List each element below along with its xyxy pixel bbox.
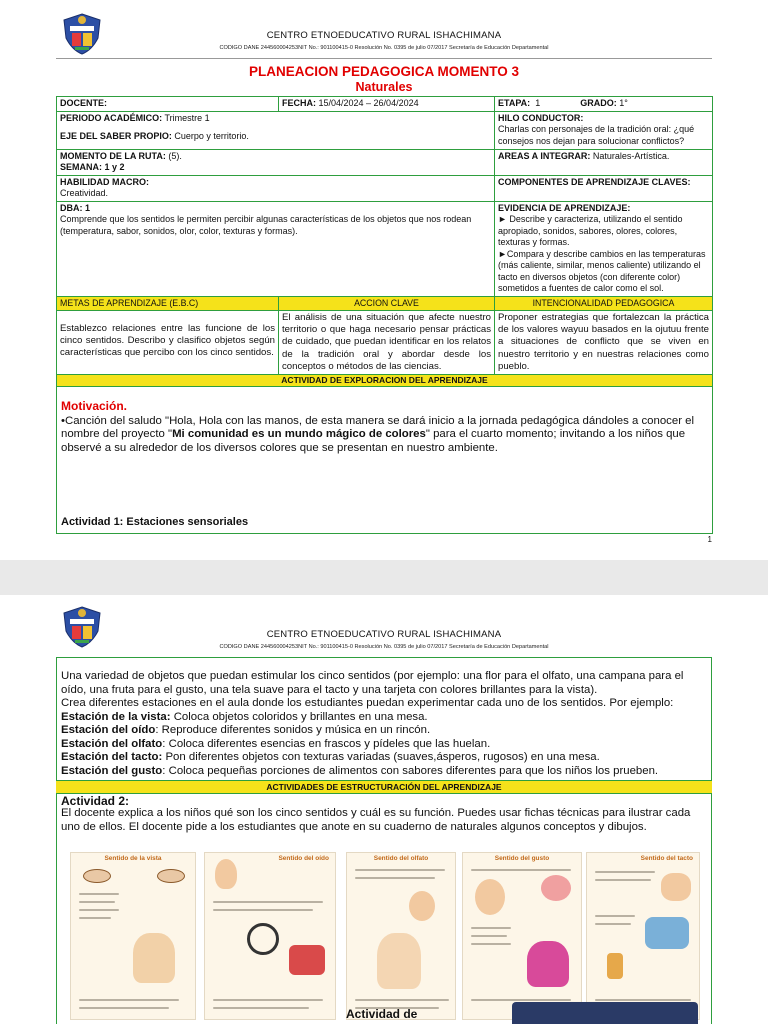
table-row	[57, 111, 713, 149]
sense-card-vista	[70, 852, 196, 1020]
tongue-icon	[541, 875, 571, 901]
intencionalidad-value: Proponer estrategias que fortalezcan la práctica de los valores wayuu basados en la ojutuu frente a situaciones de conflicto que se viven en nuestro territorio y en nuestras relaciones como pueblo.	[495, 310, 713, 374]
ear-icon	[215, 859, 237, 889]
table-row	[57, 149, 713, 175]
station-item	[61, 711, 709, 725]
grado-label: GRADO:	[580, 98, 617, 108]
accion-header: ACCION CLAVE	[279, 297, 494, 310]
fecha-value: 15/04/2024 – 26/04/2024	[316, 98, 419, 108]
eje-label: EJE DEL SABER PROPIO:	[60, 131, 172, 142]
exploracion-header: ACTIVIDAD DE EXPLORACION DEL APRENDIZAJE	[57, 375, 713, 387]
station-label: Estación del olfato	[61, 737, 163, 750]
page-gap	[0, 560, 768, 595]
hilo-label: HILO CONDUCTOR:	[498, 112, 584, 123]
docente-label: DOCENTE:	[60, 98, 107, 108]
actividad-1-title: Actividad 1: Estaciones sensoriales	[61, 516, 249, 529]
station-item	[61, 738, 709, 752]
station-label: Estación del tacto:	[61, 751, 163, 764]
institution-codes: CODIGO DANE 244560004253NIT No.: 901100415-0 Resolución No. 0395 de julio 07/2017 Secretaría de Educación Departamental	[219, 644, 549, 650]
hand-icon	[661, 873, 691, 901]
institution-name: CENTRO ETNOEDUCATIVO RURAL ISHACHIMANA	[266, 629, 502, 640]
station-text: Coloca objetos coloridos y brillantes en una mesa.	[170, 710, 428, 723]
motivacion-label: Motivación.	[61, 399, 128, 414]
station-text: : Coloca pequeñas porciones de alimentos con sabores diferentes para que los niños los prueben.	[162, 764, 659, 777]
areas-label: AREAS A INTEGRAR:	[498, 150, 591, 161]
actividad-3-title: Actividad de	[346, 1007, 418, 1021]
momento-value: (5).	[165, 150, 182, 161]
dba-label: DBA: 1	[60, 202, 91, 213]
nose-icon	[409, 891, 435, 921]
eye-icon	[83, 869, 111, 883]
motivacion-text: •Canción del saludo "Hola, Hola con las manos, de esta manera se dará inicio a la jornada pedagógica dándoles a conocer el nombre del proyecto "	[61, 414, 695, 441]
table-row	[57, 201, 713, 296]
planning-table	[56, 96, 713, 534]
table-row	[57, 310, 713, 374]
intencionalidad-header: INTENCIONALIDAD PEDAGOGICA	[495, 297, 712, 310]
sense-card-gusto	[462, 852, 582, 1020]
evidencia-item: ► Describe y caracteriza, utilizando el sentido apropiado, sonidos, sabores, olores, colores, texturas y formas.	[498, 214, 683, 248]
motivacion-text-end: " para el cuarto momento; invitando a los niños que observé a su alrededor de los diversos colores que se presentan en nuestro ambiente.	[61, 428, 686, 454]
eje-value: Cuerpo y territorio.	[171, 131, 249, 142]
habilidad-label: HABILIDAD MACRO:	[60, 176, 149, 187]
momento-label: MOMENTO DE LA RUTA:	[60, 150, 166, 161]
institution-name: CENTRO ETNOEDUCATIVO RURAL ISHACHIMANA	[266, 30, 502, 41]
grado-value: 1°	[616, 98, 628, 108]
habilidad-value: Creatividad.	[60, 188, 109, 199]
table-row	[57, 296, 713, 310]
sense-card-title: Sentido del oído	[278, 855, 329, 862]
station-label: Estación de la vista:	[61, 710, 171, 723]
sense-card-olfato	[346, 852, 456, 1020]
bed-icon	[645, 917, 689, 949]
componentes-label: COMPONENTES DE APRENDIZAJE CLAVES:	[498, 176, 691, 187]
sense-card-title: Sentido del gusto	[494, 855, 550, 862]
drum-icon	[289, 945, 325, 975]
institution-codes: CODIGO DANE 244560004253NIT No.: 901100415-0 Resolución No. 0395 de julio 07/2017 Secretaría de Educación Departamental	[219, 45, 549, 51]
actividad-2-title: Actividad 2:	[61, 794, 130, 808]
evidencia-item: ►Compara y describe cambios en las temperaturas (más caliente, similar, menos caliente) utilizando el tacto en diversos objetos (con diferente color) sometidos a fuentes de calor como el sol.	[498, 248, 706, 294]
materials-intro: Una variedad de objetos que puedan estimular los cinco sentidos (por ejemplo: una flor para el olfato, una campana para el oído, una fruta para el gusto, una tela suave para el tacto y una tarjeta con colores brillantes para la vista).	[61, 670, 684, 696]
station-item	[61, 751, 709, 765]
child-face-icon	[475, 879, 505, 915]
table-row	[57, 387, 713, 534]
station-item	[61, 724, 709, 738]
station-item	[61, 765, 709, 779]
estructuracion-header: ACTIVIDADES DE ESTRUCTURACIÓN DEL APRENDIZAJE	[56, 780, 712, 794]
subject-title: Naturales	[355, 80, 413, 94]
sense-card-oido	[204, 852, 336, 1020]
sense-card-title: Sentido de la vista	[104, 855, 162, 862]
headphones-icon	[247, 923, 279, 955]
etapa-label: ETAPA:	[498, 98, 531, 108]
accion-value: El análisis de una situación que afecte nuestro territorio o que haga necesario pensar prácticas de cuidado, que puedan identificar en los relatos de la tradición oral y abordar desde los conceptos o métodos de las ciencias.	[279, 310, 495, 374]
station-text: : Coloca diferentes esencias en frascos y pídeles que las huelan.	[162, 737, 491, 750]
table-row	[57, 375, 713, 387]
station-label: Estación del gusto	[61, 764, 163, 777]
child-smelling-icon	[377, 933, 421, 989]
sense-card-tacto	[586, 852, 700, 1020]
evidencia-label: EVIDENCIA DE APRENDIZAJE:	[498, 202, 631, 213]
stations-section	[61, 670, 709, 779]
hilo-value: Charlas con personajes de la tradición oral: ¿qué consejos nos dejan para solucionar conflictos?	[498, 124, 695, 146]
etapa-value: 1	[535, 98, 541, 108]
dba-value: Comprende que los sentidos le permiten percibir algunas características de los objetos que nos rodean (temperatura, sabor, sonidos, olor, color, texturas y formas).	[60, 214, 472, 236]
table-row	[57, 175, 713, 201]
periodo-label: PERIODO ACADÉMICO:	[60, 112, 163, 123]
metas-header: METAS DE APRENDIZAJE (E.B.C)	[57, 297, 278, 310]
classroom-photo	[512, 1002, 698, 1024]
bottle-icon	[607, 953, 623, 979]
metas-value: Establezco relaciones entre las funcione de los cinco sentidos. Describo y clasifico objetos según características que percibo con los cinco sentidos.	[57, 310, 279, 374]
actividad-2-text: El docente explica a los niños qué son los cinco sentidos y cuál es su función. Puedes usar fichas técnicas para ilustrar cada uno de ellos. El docente pide a los estudiantes que anote en su cuaderno de naturales algunos conceptos y dibujos.	[61, 807, 691, 833]
eye-icon	[157, 869, 185, 883]
document-title: PLANEACION PEDAGOGICA MOMENTO 3	[248, 64, 520, 79]
station-label: Estación del oído	[61, 724, 156, 737]
school-logo	[62, 605, 102, 649]
semana: SEMANA: 1 y 2	[60, 162, 125, 173]
periodo-value: Trimestre 1	[162, 112, 210, 123]
station-text: : Reproduce diferentes sonidos y música en un rincón.	[155, 724, 431, 737]
table-row	[57, 97, 713, 112]
header-rule	[56, 58, 712, 59]
stations-intro: Crea diferentes estaciones en el aula donde los estudiantes puedan experimentar cada uno de los sentidos. Por ejemplo:	[61, 697, 674, 710]
child-eating-icon	[527, 941, 569, 987]
child-illustration-icon	[133, 933, 175, 983]
areas-value: Naturales-Artística.	[590, 150, 670, 161]
page-number: 1	[707, 535, 712, 544]
sense-card-title: Sentido del tacto	[640, 855, 693, 862]
fecha-label: FECHA:	[282, 98, 316, 108]
sense-card-title: Sentido del olfato	[373, 855, 429, 862]
station-text: Pon diferentes objetos con texturas variadas (suaves,ásperos, rugosos) en una mesa.	[162, 751, 600, 764]
project-name: Mi comunidad es un mundo mágico de colores	[172, 428, 426, 441]
